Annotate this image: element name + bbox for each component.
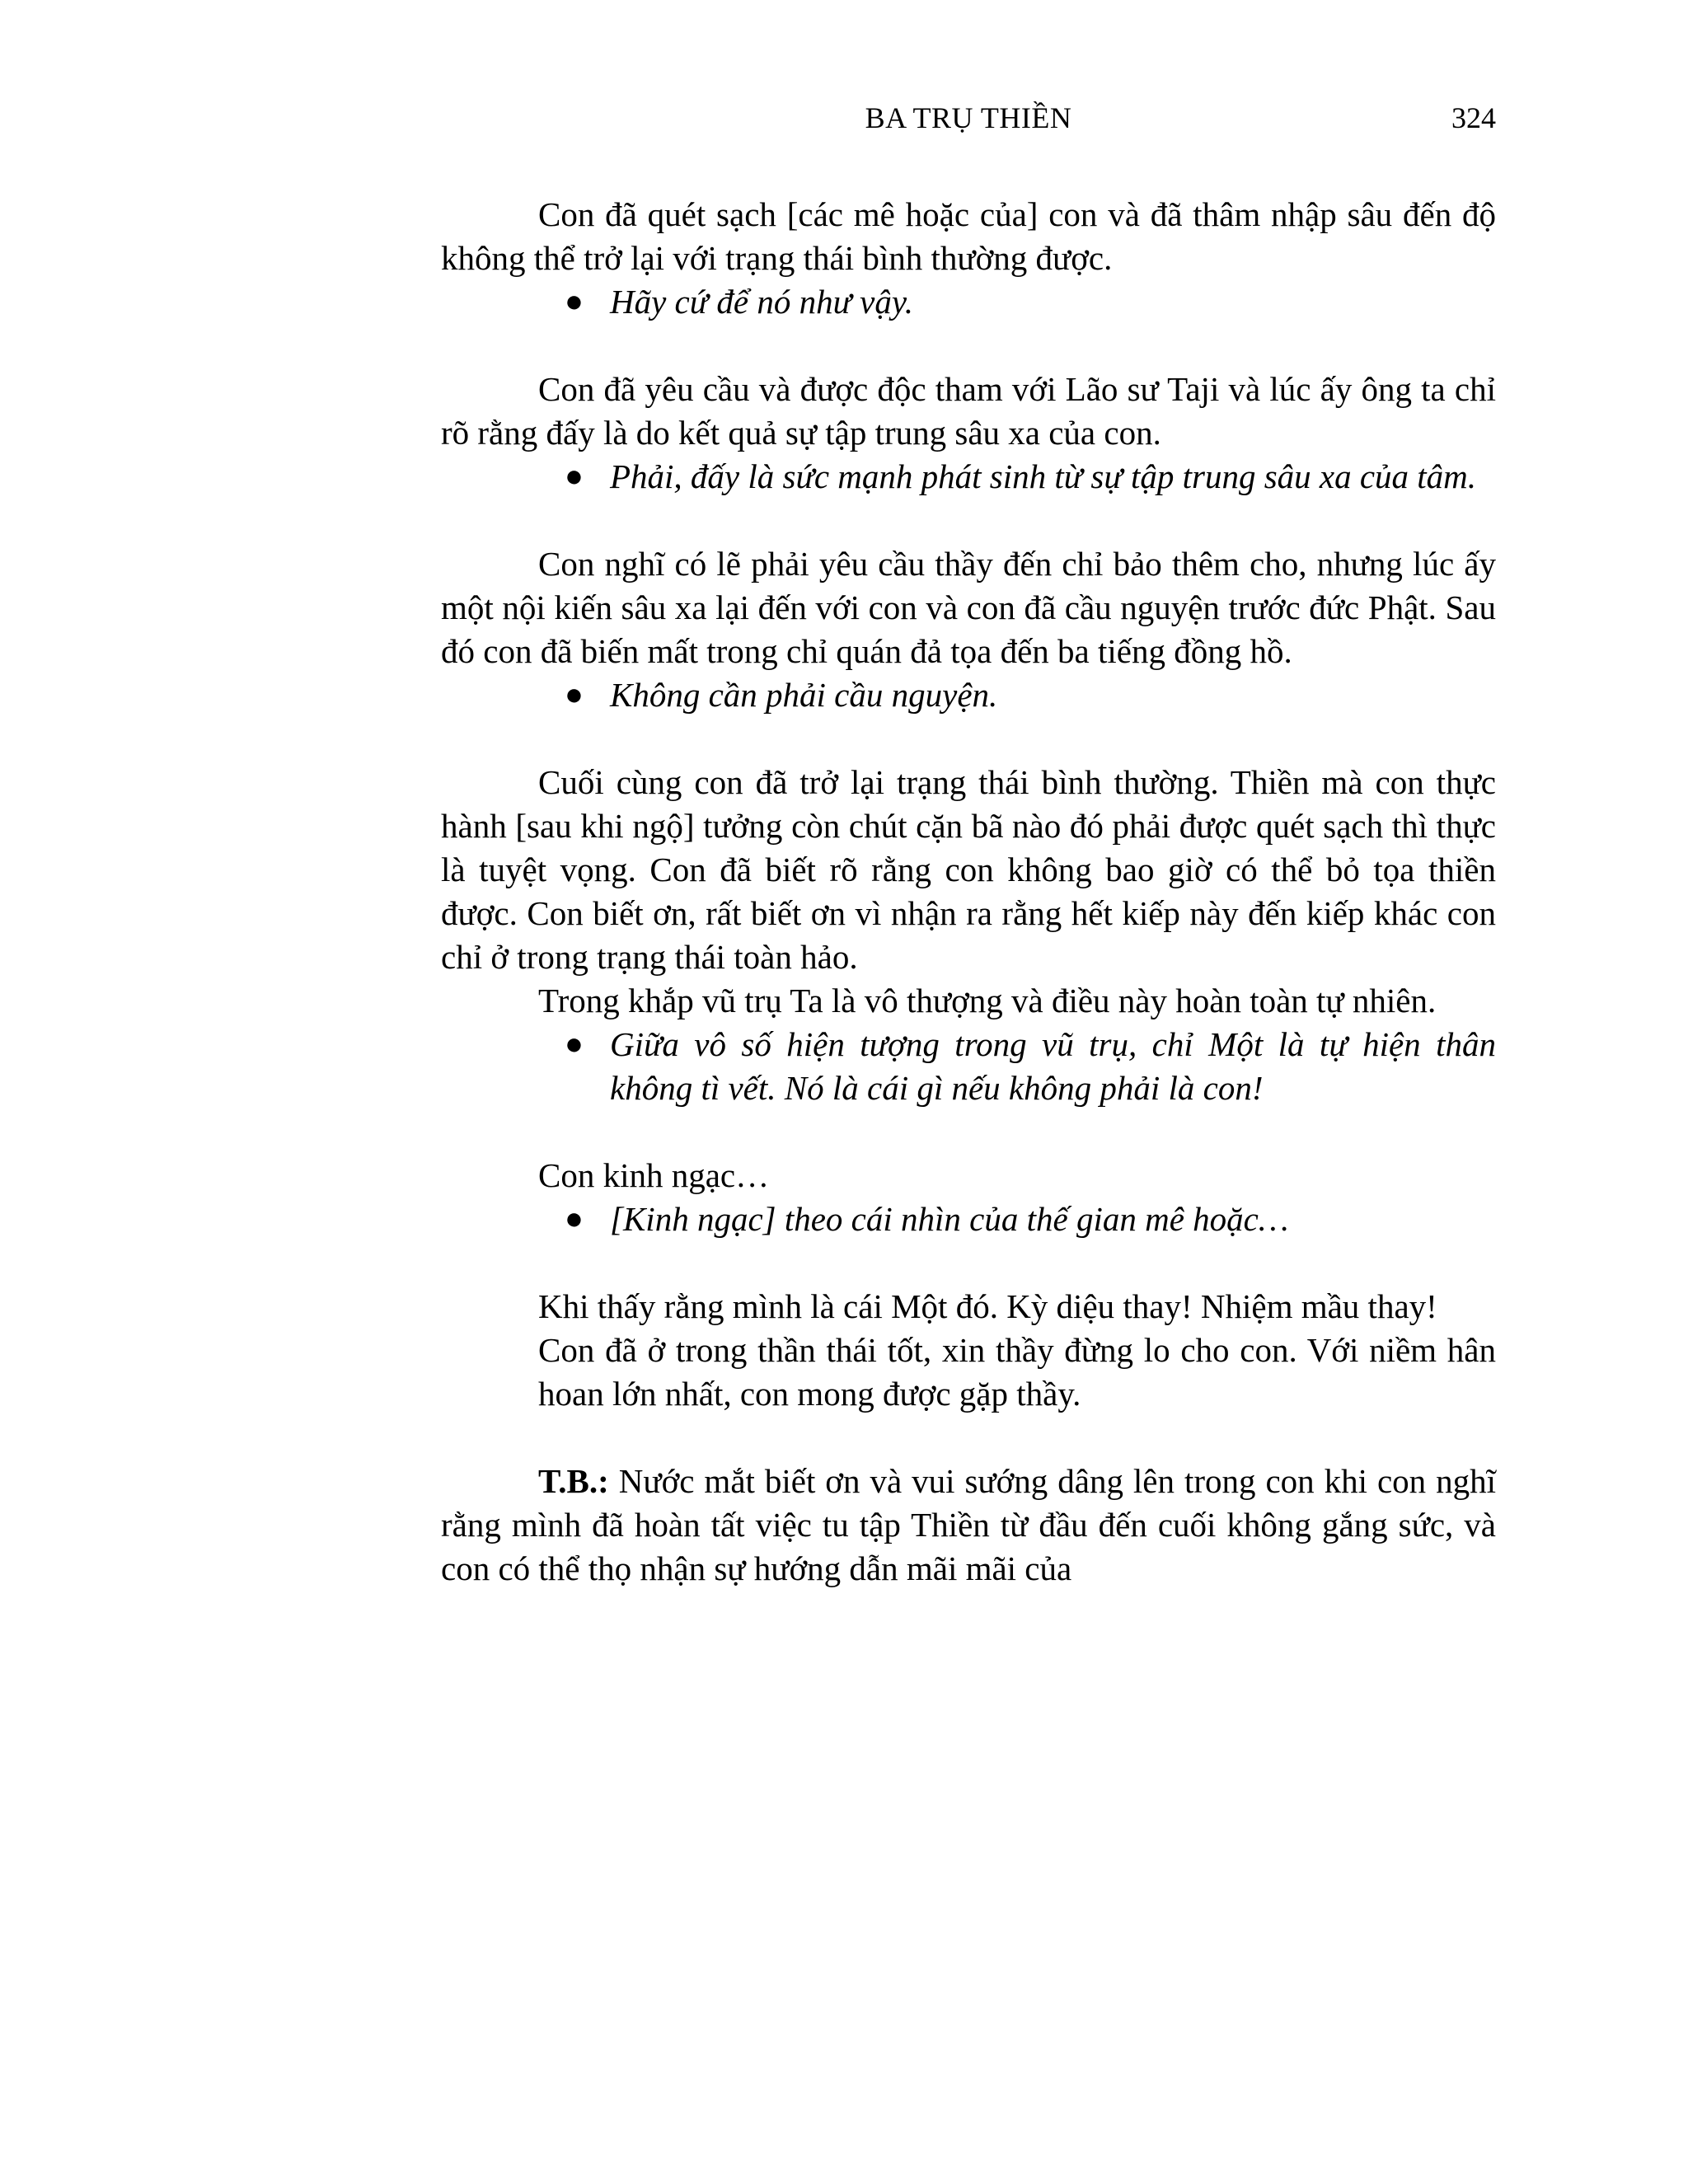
spacer: [441, 1110, 1496, 1154]
reply-5-text: [Kinh ngạc] theo cái nhìn của thế gian mê hoặc…: [610, 1200, 1289, 1238]
spacer: [441, 717, 1496, 761]
bullet-icon: ●: [565, 1202, 584, 1236]
paragraph-1: Con đã quét sạch [các mê hoặc của] con và đã thâm nhập sâu đến độ không thể trở lại với trạng thái bình thường được.: [441, 195, 1496, 277]
reply-2-text: Phải, đấy là sức mạnh phát sinh từ sự tập trung sâu xa của tâm.: [610, 457, 1477, 495]
paragraph-5: Trong khắp vũ trụ Ta là vô thượng và điều này hoàn toàn tự nhiên.: [538, 982, 1437, 1019]
bullet-icon: ●: [565, 459, 584, 494]
paragraph-3: Con nghĩ có lẽ phải yêu cầu thầy đến chỉ bảo thêm cho, nhưng lúc ấy một nội kiến sâu xa lại đến với con và con đã cầu nguyện trước đức Phật. Sau đó con đã biến mất trong chỉ quán đả tọa đến ba tiếng đồng hồ.: [441, 545, 1496, 670]
reply-3: [441, 673, 1496, 717]
bullet-icon: ●: [565, 284, 584, 319]
paragraph-7: Khi thấy rằng mình là cái Một đó. Kỳ diệu thay! Nhiệm mầu thay!: [538, 1287, 1437, 1325]
spacer: [441, 499, 1496, 542]
reply-1: [441, 280, 1496, 324]
spacer: [441, 1416, 1496, 1460]
paragraph-8: Con đã ở trong thần thái tốt, xin thầy đừng lo cho con. Với niềm hân hoan lớn nhất, con mong được gặp thầy.: [538, 1331, 1496, 1413]
spacer: [441, 1241, 1496, 1285]
page-number: 324: [1451, 101, 1496, 134]
page-body: [441, 193, 1496, 1591]
postscript-text: Nước mắt biết ơn và vui sướng dâng lên trong con khi con nghĩ rằng mình đã hoàn tất việc tu tập Thiền từ đầu đến cuối không gắng sức, và con có thể thọ nhận sự hướng dẫn mãi mãi của: [441, 1462, 1496, 1587]
running-title: BA TRỤ THIỀN: [865, 101, 1072, 134]
paragraph-6: Con kinh ngạc…: [538, 1156, 770, 1194]
reply-1-text: Hãy cứ để nó như vậy.: [610, 283, 914, 321]
reply-4: [441, 1023, 1496, 1110]
bullet-icon: ●: [565, 677, 584, 712]
paragraph-2: Con đã yêu cầu và được độc tham với Lão sư Taji và lúc ấy ông ta chỉ rõ rằng đấy là do kết quả sự tập trung sâu xa của con.: [441, 370, 1496, 452]
reply-5: [441, 1197, 1496, 1241]
spacer: [441, 324, 1496, 368]
reply-4-text: Giữa vô số hiện tượng trong vũ trụ, chỉ Một là tự hiện thân không tì vết. Nó là cái gì nếu không phải là con!: [610, 1025, 1496, 1107]
page-header: [441, 97, 1496, 147]
reply-3-text: Không cần phải cầu nguyện.: [610, 676, 998, 714]
paragraph-4: Cuối cùng con đã trở lại trạng thái bình thường. Thiền mà con thực hành [sau khi ngộ] tưởng còn chút cặn bã nào đó phải được quét sạch thì thực là tuyệt vọng. Con đã biết rõ rằng con không bao giờ có thể bỏ tọa thiền được. Con biết ơn, rất biết ơn vì nhận ra rằng hết kiếp này đến kiếp khác con chỉ ở trong trạng thái toàn hảo.: [441, 763, 1496, 976]
bullet-icon: ●: [565, 1027, 584, 1062]
postscript-label: T.B.:: [538, 1462, 609, 1500]
reply-2: [441, 455, 1496, 499]
postscript: [441, 1460, 1496, 1591]
